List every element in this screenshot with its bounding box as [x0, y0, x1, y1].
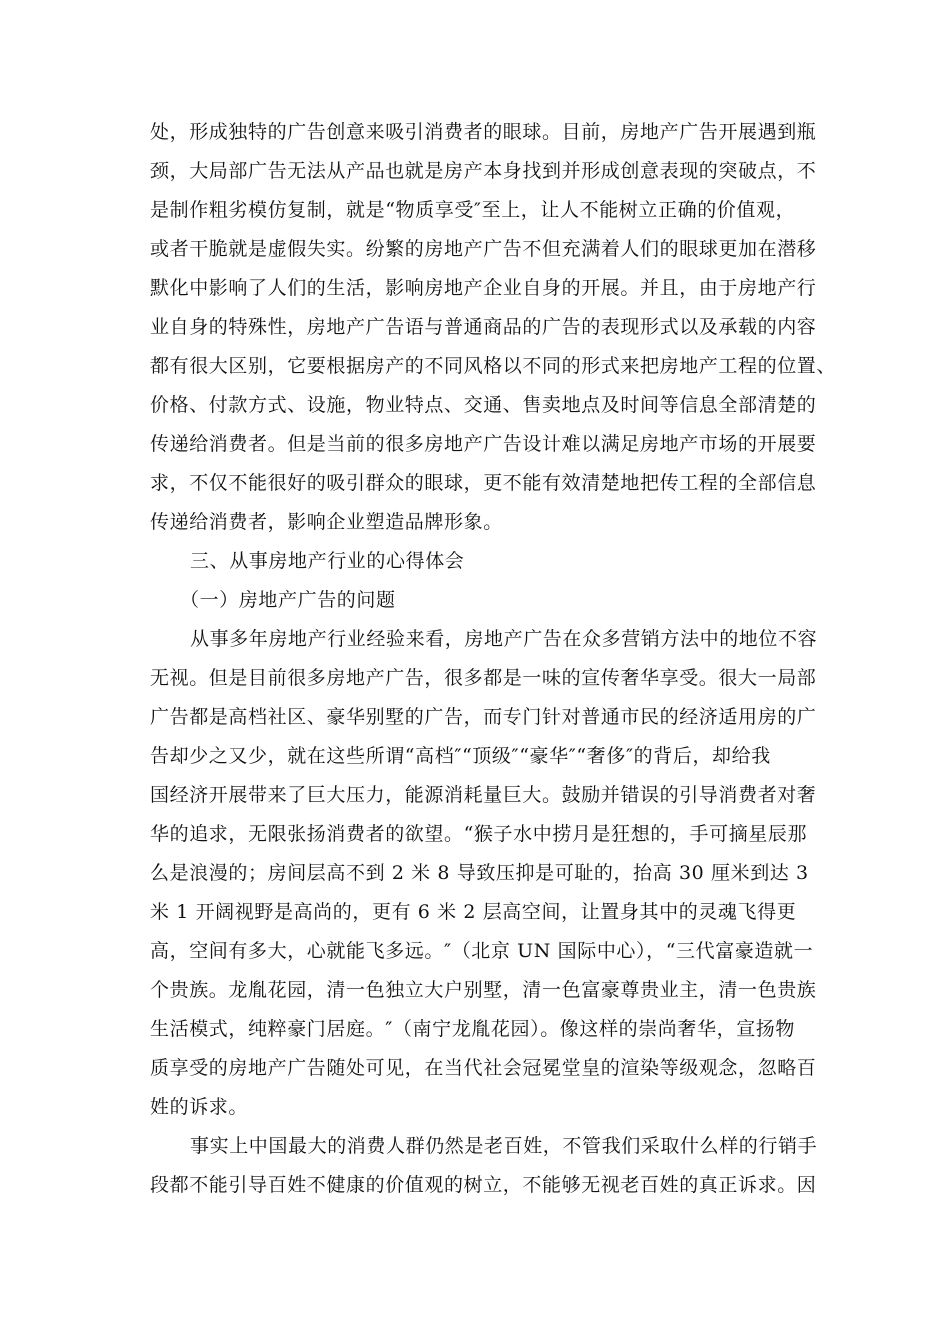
text-line: 姓的诉求。: [150, 1096, 249, 1118]
text-line: 业自身的特殊性，房地产广告语与普通商品的广告的表现形式以及承载的内容: [150, 316, 817, 338]
text-line: 颈，大局部广告无法从产品也就是房产本身找到并形成创意表现的突破点，不: [150, 160, 817, 182]
text-line: 高，空间有多大，心就能飞多远。″（北京 UN 国际中心），“三代富豪造就一: [150, 940, 814, 962]
text-line: 华的追求，无限张扬消费者的欲望。“猴子水中捞月是狂想的，手可摘星辰那: [150, 823, 808, 845]
text-line: 都有很大区别，它要根据房产的不同风格以不同的形式来把房地产工程的位置、: [150, 355, 837, 377]
text-line: 求，不仅不能很好的吸引群众的眼球，更不能有效清楚地把传工程的全部信息: [150, 472, 817, 494]
text-line: 无视。但是目前很多房地产广告，很多都是一味的宣传奢华享受。很大一局部: [150, 667, 817, 689]
text-line: 国经济开展带来了巨大压力，能源消耗量巨大。鼓励并错误的引导消费者对奢: [150, 784, 817, 806]
text-line: 从事多年房地产行业经验来看，房地产广告在众多营销方法中的地位不容: [190, 628, 818, 650]
text-line: 生活模式，纯粹豪门居庭。″（南宁龙胤花园）。像这样的崇尚奢华，宣扬物: [150, 1018, 795, 1040]
text-line: 告却少之又少，就在这些所谓“高档″“顶级″“豪华″“奢侈″的背后，却给我: [150, 745, 771, 767]
text-line: 处，形成独特的广告创意来吸引消费者的眼球。目前，房地产广告开展遇到瓶: [150, 121, 817, 143]
section-heading: 三、从事房地产行业的心得体会: [190, 550, 465, 572]
text-line: 米 1 开阔视野是高尚的，更有 6 米 2 层高空间，让置身其中的灵魂飞得更: [150, 901, 797, 923]
text-line: 事实上中国最大的消费人群仍然是老百姓，不管我们采取什么样的行销手: [190, 1135, 818, 1157]
text-line: 么是浪漫的；房间层高不到 2 米 8 导致压抑是可耻的，抬高 30 厘米到达 3: [150, 862, 809, 884]
subsection-heading: （一）房地产广告的问题: [180, 589, 396, 611]
text-line: 默化中影响了人们的生活，影响房地产企业自身的开展。并且，由于房地产行: [150, 277, 817, 299]
text-line: 价格、付款方式、设施，物业特点、交通、售卖地点及时间等信息全部清楚的: [150, 394, 817, 416]
text-line: 是制作粗劣模仿复制，就是“物质享受″至上，让人不能树立正确的价值观，: [150, 199, 796, 221]
text-line: 传递给消费者，影响企业塑造品牌形象。: [150, 511, 503, 533]
text-line: 段都不能引导百姓不健康的价值观的树立，不能够无视老百姓的真正诉求。因: [150, 1174, 817, 1196]
text-line: 或者干脆就是虚假失实。纷繁的房地产广告不但充满着人们的眼球更加在潜移: [150, 238, 817, 260]
text-line: 质享受的房地产广告随处可见，在当代社会冠冕堂皇的渲染等级观念，忽略百: [150, 1057, 817, 1079]
text-line: 广告都是高档社区、豪华别墅的广告，而专门针对普通市民的经济适用房的广: [150, 706, 817, 728]
text-line: 个贵族。龙胤花园，清一色独立大户别墅，清一色富豪尊贵业主，清一色贵族: [150, 979, 817, 1001]
text-line: 传递给消费者。但是当前的很多房地产广告设计难以满足房地产市场的开展要: [150, 433, 817, 455]
